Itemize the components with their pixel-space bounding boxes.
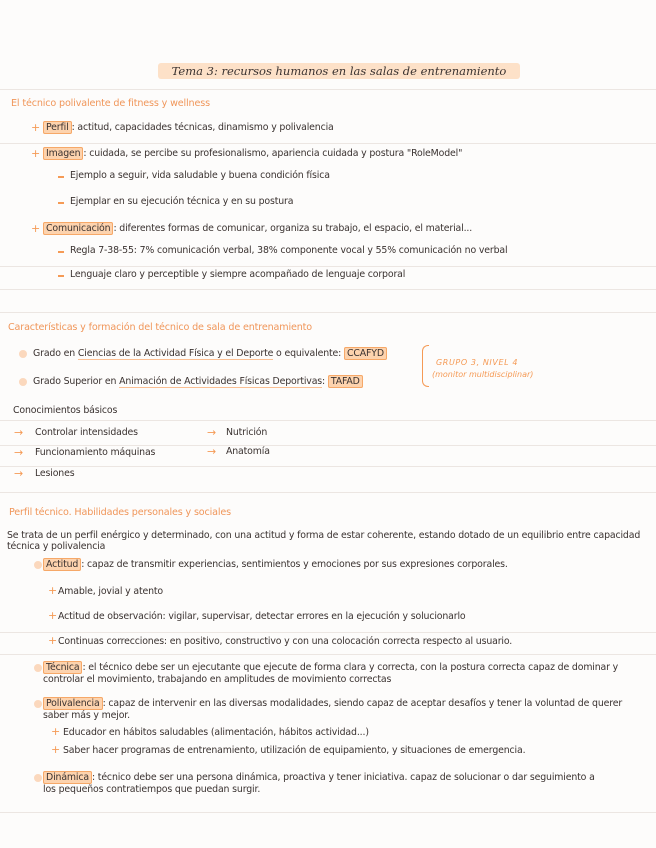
perfil-line <box>43 122 334 134</box>
actitud-line <box>43 559 508 571</box>
ruled-line <box>0 289 656 290</box>
conocimiento-item: Nutrición <box>226 427 268 438</box>
bullet-dot <box>34 561 42 569</box>
polivalencia-item: Saber hacer programas de entrenamiento, utilización de equipamiento, y situaciones de emergencia. <box>63 745 526 756</box>
polivalencia-key: Polivalencia <box>43 697 103 710</box>
dash-icon <box>58 202 64 204</box>
imagen-item: Ejemplo a seguir, vida saludable y buena condición física <box>70 170 330 181</box>
perfil-intro: Se trata de un perfil enérgico y determinado, con una actitud y forma de estar coherente, estando dotado de un equilibrio entre capacidad técnica y polivalencia <box>7 530 641 552</box>
ccafyd-tag: CCAFYD <box>344 347 387 360</box>
dinamica-key: Dinámica <box>43 771 92 784</box>
arrow-right-icon: → <box>14 467 24 480</box>
comunicacion-item: Regla 7-38-55: 7% comunicación verbal, 38% componente vocal y 55% comunicación no verbal <box>70 245 508 256</box>
actitud-item: Amable, jovial y atento <box>58 586 164 597</box>
tecnica-text: : el técnico debe ser un ejecutante que ejecute de forma clara y correcta, con la postura correcta capaz de dominar y controlar el movimiento, trabajando en amplitudes de movimiento correctas <box>43 662 619 685</box>
imagen-line <box>43 148 462 160</box>
grado-tafad-line <box>33 376 363 388</box>
section-heading-perfil: Perfil técnico. Habilidades personales y sociales <box>9 507 232 518</box>
conocimiento-item: Anatomía <box>226 446 270 457</box>
tecnica-key: Técnica <box>43 661 82 674</box>
grado-ccafyd-line <box>33 348 387 360</box>
section-heading-tecnico: El técnico polivalente de fitness y wellness <box>11 98 210 109</box>
plus-icon: + <box>31 147 41 160</box>
polivalencia-item: Educador en hábitos saludables (alimentación, hábitos actividad...) <box>63 727 369 738</box>
plus-icon: + <box>48 609 58 622</box>
ruled-line <box>0 266 656 267</box>
ruled-line <box>0 654 656 655</box>
actitud-item: Actitud de observación: vigilar, supervisar, detectar errores en la ejecución y solucionarlo <box>58 611 466 622</box>
arrow-right-icon: → <box>207 445 217 458</box>
curly-brace <box>422 345 429 387</box>
plus-icon: + <box>31 222 41 235</box>
arrow-right-icon: → <box>14 446 24 459</box>
arrow-right-icon: → <box>207 426 217 439</box>
ruled-line <box>0 420 656 421</box>
arrow-right-icon: → <box>14 426 24 439</box>
dash-icon <box>58 176 64 178</box>
perfil-key: Perfil <box>43 121 72 134</box>
grado-titulo: Ciencias de la Actividad Física y el Deporte <box>77 348 274 359</box>
ruled-line <box>0 466 656 467</box>
comunicacion-key: Comunicación <box>43 222 113 235</box>
polivalencia-line <box>43 698 648 722</box>
comunicacion-item: Lenguaje claro y perceptible y siempre acompañado de lenguaje corporal <box>70 269 406 280</box>
imagen-text: : cuidada, se percibe su profesionalismo, apariencia cuidada y postura "RoleModel" <box>83 148 463 159</box>
comunicacion-line <box>43 223 472 235</box>
page-title: Tema 3: recursos humanos en las salas de entrenamiento <box>158 63 520 79</box>
plus-icon: + <box>48 634 58 647</box>
monitor-note: (monitor multidisciplinar) <box>432 370 534 379</box>
grado-titulo: Animación de Actividades Físicas Deportivas <box>119 376 323 387</box>
conocimiento-item: Lesiones <box>35 468 75 479</box>
plus-icon: + <box>51 743 61 756</box>
bullet-dot <box>34 664 42 672</box>
ruled-line <box>0 492 656 493</box>
comunicacion-text: : diferentes formas de comunicar, organiza su trabajo, el espacio, el material... <box>113 223 473 234</box>
grado-pre: Grado en <box>33 348 78 359</box>
ruled-line <box>0 312 656 313</box>
ruled-line <box>0 445 656 446</box>
plus-icon: + <box>51 725 61 738</box>
bullet-dot <box>34 774 42 782</box>
ruled-line <box>0 812 656 813</box>
grupo-note: GRUPO 3, NIVEL 4 <box>436 358 519 367</box>
bullet-dot <box>34 700 42 708</box>
conocimiento-item: Controlar intensidades <box>35 427 138 438</box>
conocimientos-heading: Conocimientos básicos <box>13 405 118 416</box>
imagen-key: Imagen <box>43 147 83 160</box>
dash-icon <box>58 275 64 277</box>
dash-icon <box>58 251 64 253</box>
dinamica-text: : técnico debe ser una persona dinámica, proactiva y tener iniciativa. capaz de solucionar o dar seguimiento a los pequeños contratiempos que puedan surgir. <box>43 772 595 795</box>
dinamica-line <box>43 772 603 796</box>
ruled-line <box>0 632 656 633</box>
actitud-item: Continuas correcciones: en positivo, constructivo y con una colocación correcta respecto al usuario. <box>58 636 513 647</box>
grado-post: : <box>322 376 328 387</box>
tafad-tag: TAFAD <box>328 375 363 388</box>
bullet-dot <box>19 350 27 358</box>
imagen-item: Ejemplar en su ejecución técnica y en su postura <box>70 196 294 207</box>
perfil-text: : actitud, capacidades técnicas, dinamismo y polivalencia <box>71 122 334 133</box>
polivalencia-text: : capaz de intervenir en las diversas modalidades, siendo capaz de aceptar desafíos y tener la voluntad de querer saber más y mejor. <box>43 698 623 721</box>
tecnica-line <box>43 662 643 686</box>
actitud-text: : capaz de transmitir experiencias, sentimientos y emociones por sus expresiones corporales. <box>81 559 508 570</box>
grado-post: o equivalente: <box>273 348 344 359</box>
grado-pre: Grado Superior en <box>33 376 120 387</box>
section-heading-caracteristicas: Características y formación del técnico de sala de entrenamiento <box>8 322 312 333</box>
plus-icon: + <box>31 121 41 134</box>
ruled-line <box>0 143 656 144</box>
ruled-line <box>0 89 656 90</box>
plus-icon: + <box>48 584 58 597</box>
actitud-key: Actitud <box>43 558 81 571</box>
conocimiento-item: Funcionamiento máquinas <box>35 447 156 458</box>
bullet-dot <box>19 378 27 386</box>
